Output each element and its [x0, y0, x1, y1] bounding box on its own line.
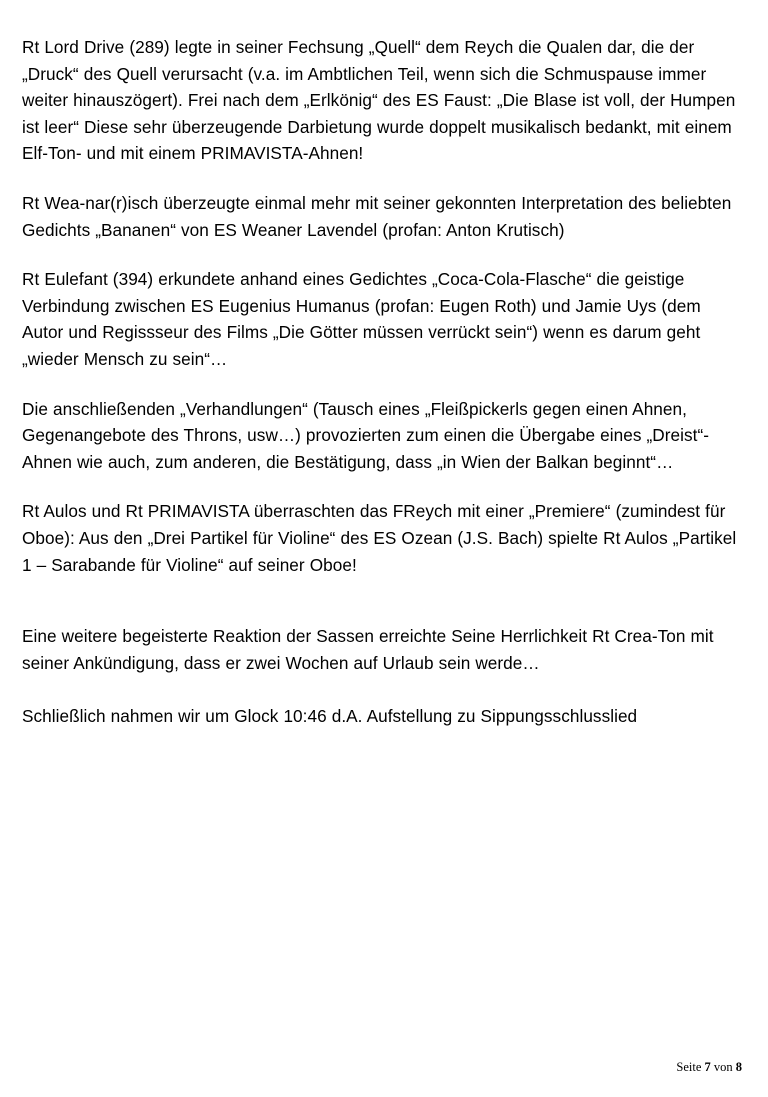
footer-page-number: 7: [704, 1060, 711, 1074]
paragraph-verhandlungen: Die anschließenden „Verhandlungen“ (Tausch eines „Fleißpickerls gegen einen Ahnen, Gegenangebote des Throns, usw…) provozierten zum einen die Übergabe eines „Dreist“-Ahnen wie auch, zum anderen, die Bestätigung, dass „in Wien der Balkan beginnt“…: [22, 398, 710, 472]
footer-middle: von: [713, 1060, 733, 1074]
page-footer: [676, 1060, 742, 1075]
document-body: [22, 34, 746, 730]
paragraph-aulos-primavista: Rt Aulos und Rt PRIMAVISTA überraschten das FReych mit einer „Premiere“ (zumindest für Oboe): Aus den „Drei Partikel für Violine“ des ES Ozean (J.S. Bach) spielte Rt Aulos „Partikel 1 – Sarabande für Violine“ auf seiner Oboe!: [22, 501, 737, 575]
paragraph-crea-ton: Eine weitere begeisterte Reaktion der Sassen erreichte Seine Herrlichkeit Rt Crea-Ton mit seiner Ankündigung, dass er zwei Wochen auf Urlaub sein werde…: [22, 626, 714, 673]
footer-total-pages: 8: [735, 1060, 742, 1074]
paragraph-weanarrisch: Rt Wea-nar(r)isch überzeugte einmal mehr mit seiner gekonnten Interpretation des beliebten Gedichts „Bananen“ von ES Weaner Lavendel (profan: Anton Krutisch): [22, 192, 732, 240]
paragraph-lord-drive: Rt Lord Drive (289) legte in seiner Fechsung „Quell“ dem Reych die Qualen dar, die der „Druck“ des Quell verursacht (v.a. im Ambtlichen Teil, wenn sich die Schmuspause immer weiter hinauszögert). Frei nach dem „Erlkönig“ des ES Faust: „Die Blase ist voll, der Humpen ist leer“ Diese sehr überzeugende Darbietung wurde doppelt musikalisch bedankt, mit einem Elf-Ton- und mit einem PRIMAVISTA-Ahnen!: [22, 37, 736, 164]
paragraph-eulefant: Rt Eulefant (394) erkundete anhand eines Gedichtes „Coca-Cola-Flasche“ die geistige Verbindung zwischen ES Eugenius Humanus (profan: Eugen Roth) und Jamie Uys (dem Autor und Regissseur des Films „Die Götter müssen verrückt sein“) wenn es darum geht „wieder Mensch zu sein“…: [22, 269, 701, 369]
paragraph-schlusslied: Schließlich nahmen wir um Glock 10:46 d.A. Aufstellung zu Sippungsschlusslied: [22, 706, 638, 727]
footer-prefix: Seite: [676, 1060, 702, 1074]
